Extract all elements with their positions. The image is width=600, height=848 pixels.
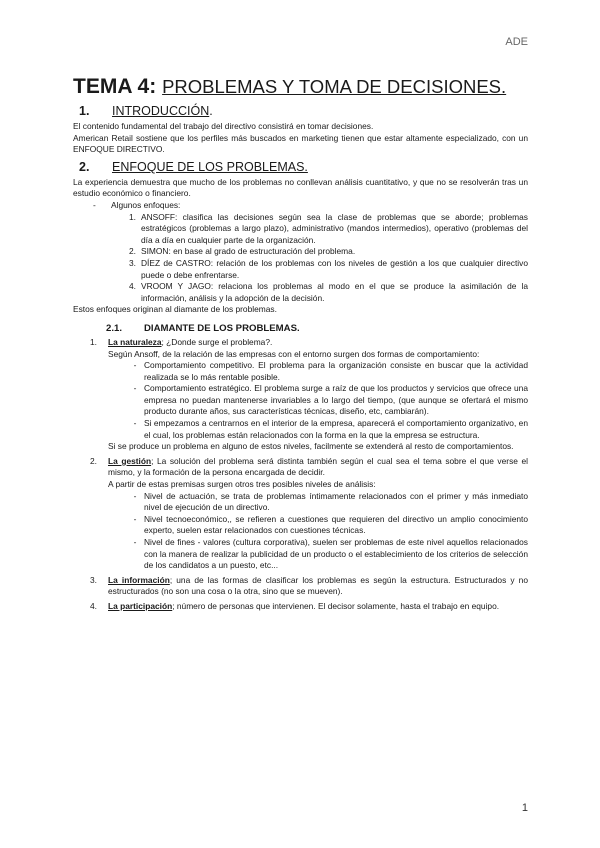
section-2-closing: Estos enfoques originan al diamante de los problemas.: [73, 304, 277, 315]
list-item: - Nivel de actuación, se trata de problemas íntimamente relacionados con el primer y más inmediato nivel de ejecución de un directivo.: [133, 490, 528, 513]
bullet-enfoques: - Algunos enfoques:: [93, 199, 181, 210]
list-item: - Si empezamos a centrarnos en el interior de la empresa, aparecerá el comportamiento organizativo, en el cual, los problemas están relacionados con la forma en la que la empresa se estructura.: [133, 418, 528, 440]
diamond-item-participacion: 4. La participación; número de personas que intervienen. El decisor solamente, hasta el trabajo en equipo.: [90, 600, 500, 611]
list-item: 1. ANSOFF: clasifica las decisiones según sea la clase de problemas que se aborde; problemas estratégicos (problemas a largo plazo), administrativo (mandos intermedios), operativo (problemas del día a día en cualquier parte de la organización.: [129, 211, 528, 245]
title-subject: PROBLEMAS Y TOMA DE DECISIONES.: [162, 76, 507, 97]
intro-paragraph-2: American Retail sostiene que los perfiles más buscados en marketing tienen que estar altamente especializado, con un ENFOQUE DIRECTIVO.: [73, 132, 528, 155]
list-item: - Comportamiento estratégico. El problema surge a raíz de que los productos y servicios que ofrece una empresa no puedan mantenerse invariables a lo largo del tiempo, (que aunque se ofertará el mismo producto durante años, sus características técnicas, diseño, etc, cambiarán).: [133, 383, 528, 417]
title-topic: TEMA 4:: [73, 75, 157, 98]
list-item: 3. DÍEZ de CASTRO: relación de los problemas con los niveles de gestión a los que cualquier directivo puede o debe enfrentarse.: [129, 257, 528, 280]
page-header: ADE: [505, 36, 528, 48]
section-2-heading: 2. ENFOQUE DE LOS PROBLEMAS.: [79, 159, 308, 174]
list-item: 4. VROOM Y JAGO: relaciona los problemas al modo en el que se produce la asimilación de la información, análisis y la adopción de la decisión.: [129, 281, 528, 303]
section-2-paragraph: La experiencia demuestra que mucho de los problemas no conllevan análisis cuantitativo, y que no se resolverán tras un estudio económico o financiero.: [73, 176, 528, 199]
document-body: [73, 74, 528, 613]
page-title: [73, 74, 528, 100]
diamond-item-naturaleza: 1. La naturaleza; ¿Donde surge el problema?. Según Ansoff, de la relación de las empresas con el entorno surgen dos formas de comportamiento: - Comportamiento competitivo. El problema para la organización consiste en buscar que la actividad realizada se lo más rentable posible. - Comportamiento estratégico. El problema surge a raíz de que los productos y servicios que ofrece una empresa no puedan mantenerse invariables a lo largo del tiempo, (que aunque se ofertará el mismo producto durante años, sus características técnicas, diseño, etc, cambiarán). - Si empezamos a centrarnos en el interior de la empresa, aparecerá el comportamiento organizativo, en el cual, los problemas están relacionados con la forma en la que la empresa se estructura. Si se produce un problema en alguno de estos niveles, facilmente se extenderá al resto de comportamientos.: [90, 336, 528, 452]
section-2-1-heading: 2.1. DIAMANTE DE LOS PROBLEMAS.: [106, 322, 300, 334]
page-number: 1: [521, 802, 528, 814]
list-item: - Nivel de fines - valores (cultura corporativa), suelen ser problemas de este nivel aquellos relacionados con la manera de realizar la publicidad de un producto o el establecimiento de los criterios de selección de los candidatos a un puesto, etc...: [133, 537, 528, 571]
diamond-item-gestion: 2. La gestión; La solución del problema será distinta también según el cual sea el tema sobre el que verse el mismo, y la formación de la persona encargada de decidir. A partir de estas premisas surgen otros tres posibles niveles de análisis: - Nivel de actuación, se trata de problemas íntimamente relacionados con el primer y más inmediato nivel de ejecución de un directivo. - Nivel tecnoeconómico,, se refieren a cuestiones que requieren del directivo un amplio conocimiento experto, suelen estar relacionados con cuestiones técnicas. - Nivel de fines - valores (cultura corporativa), suelen ser problemas de este nivel aquellos relacionados con la manera de realizar la publicidad de un producto o el establecimiento de los criterios de selección de los candidatos a un puesto, etc...: [90, 455, 528, 571]
list-item: - Comportamiento competitivo. El problema para la organización consiste en buscar que la actividad realizada se lo más rentable posible.: [133, 360, 528, 382]
list-item: 2. SIMON: en base al grado de estructuración del problema.: [129, 246, 356, 257]
intro-paragraph-1: El contenido fundamental del trabajo del directivo consistirá en tomar decisiones.: [73, 121, 374, 131]
section-1-heading: 1. INTRODUCCIÓN.: [79, 104, 213, 118]
diamond-item-informacion: 3. La información; una de las formas de clasificar los problemas es según la estructura. Estructurados y no estructurados (no son una cosa o la otra, sino que se mueven).: [90, 574, 528, 597]
list-item: - Nivel tecnoeconómico,, se refieren a cuestiones que requieren del directivo un amplio conocimiento experto, suelen estar relacionados con cuestiones técnicas.: [133, 513, 528, 536]
